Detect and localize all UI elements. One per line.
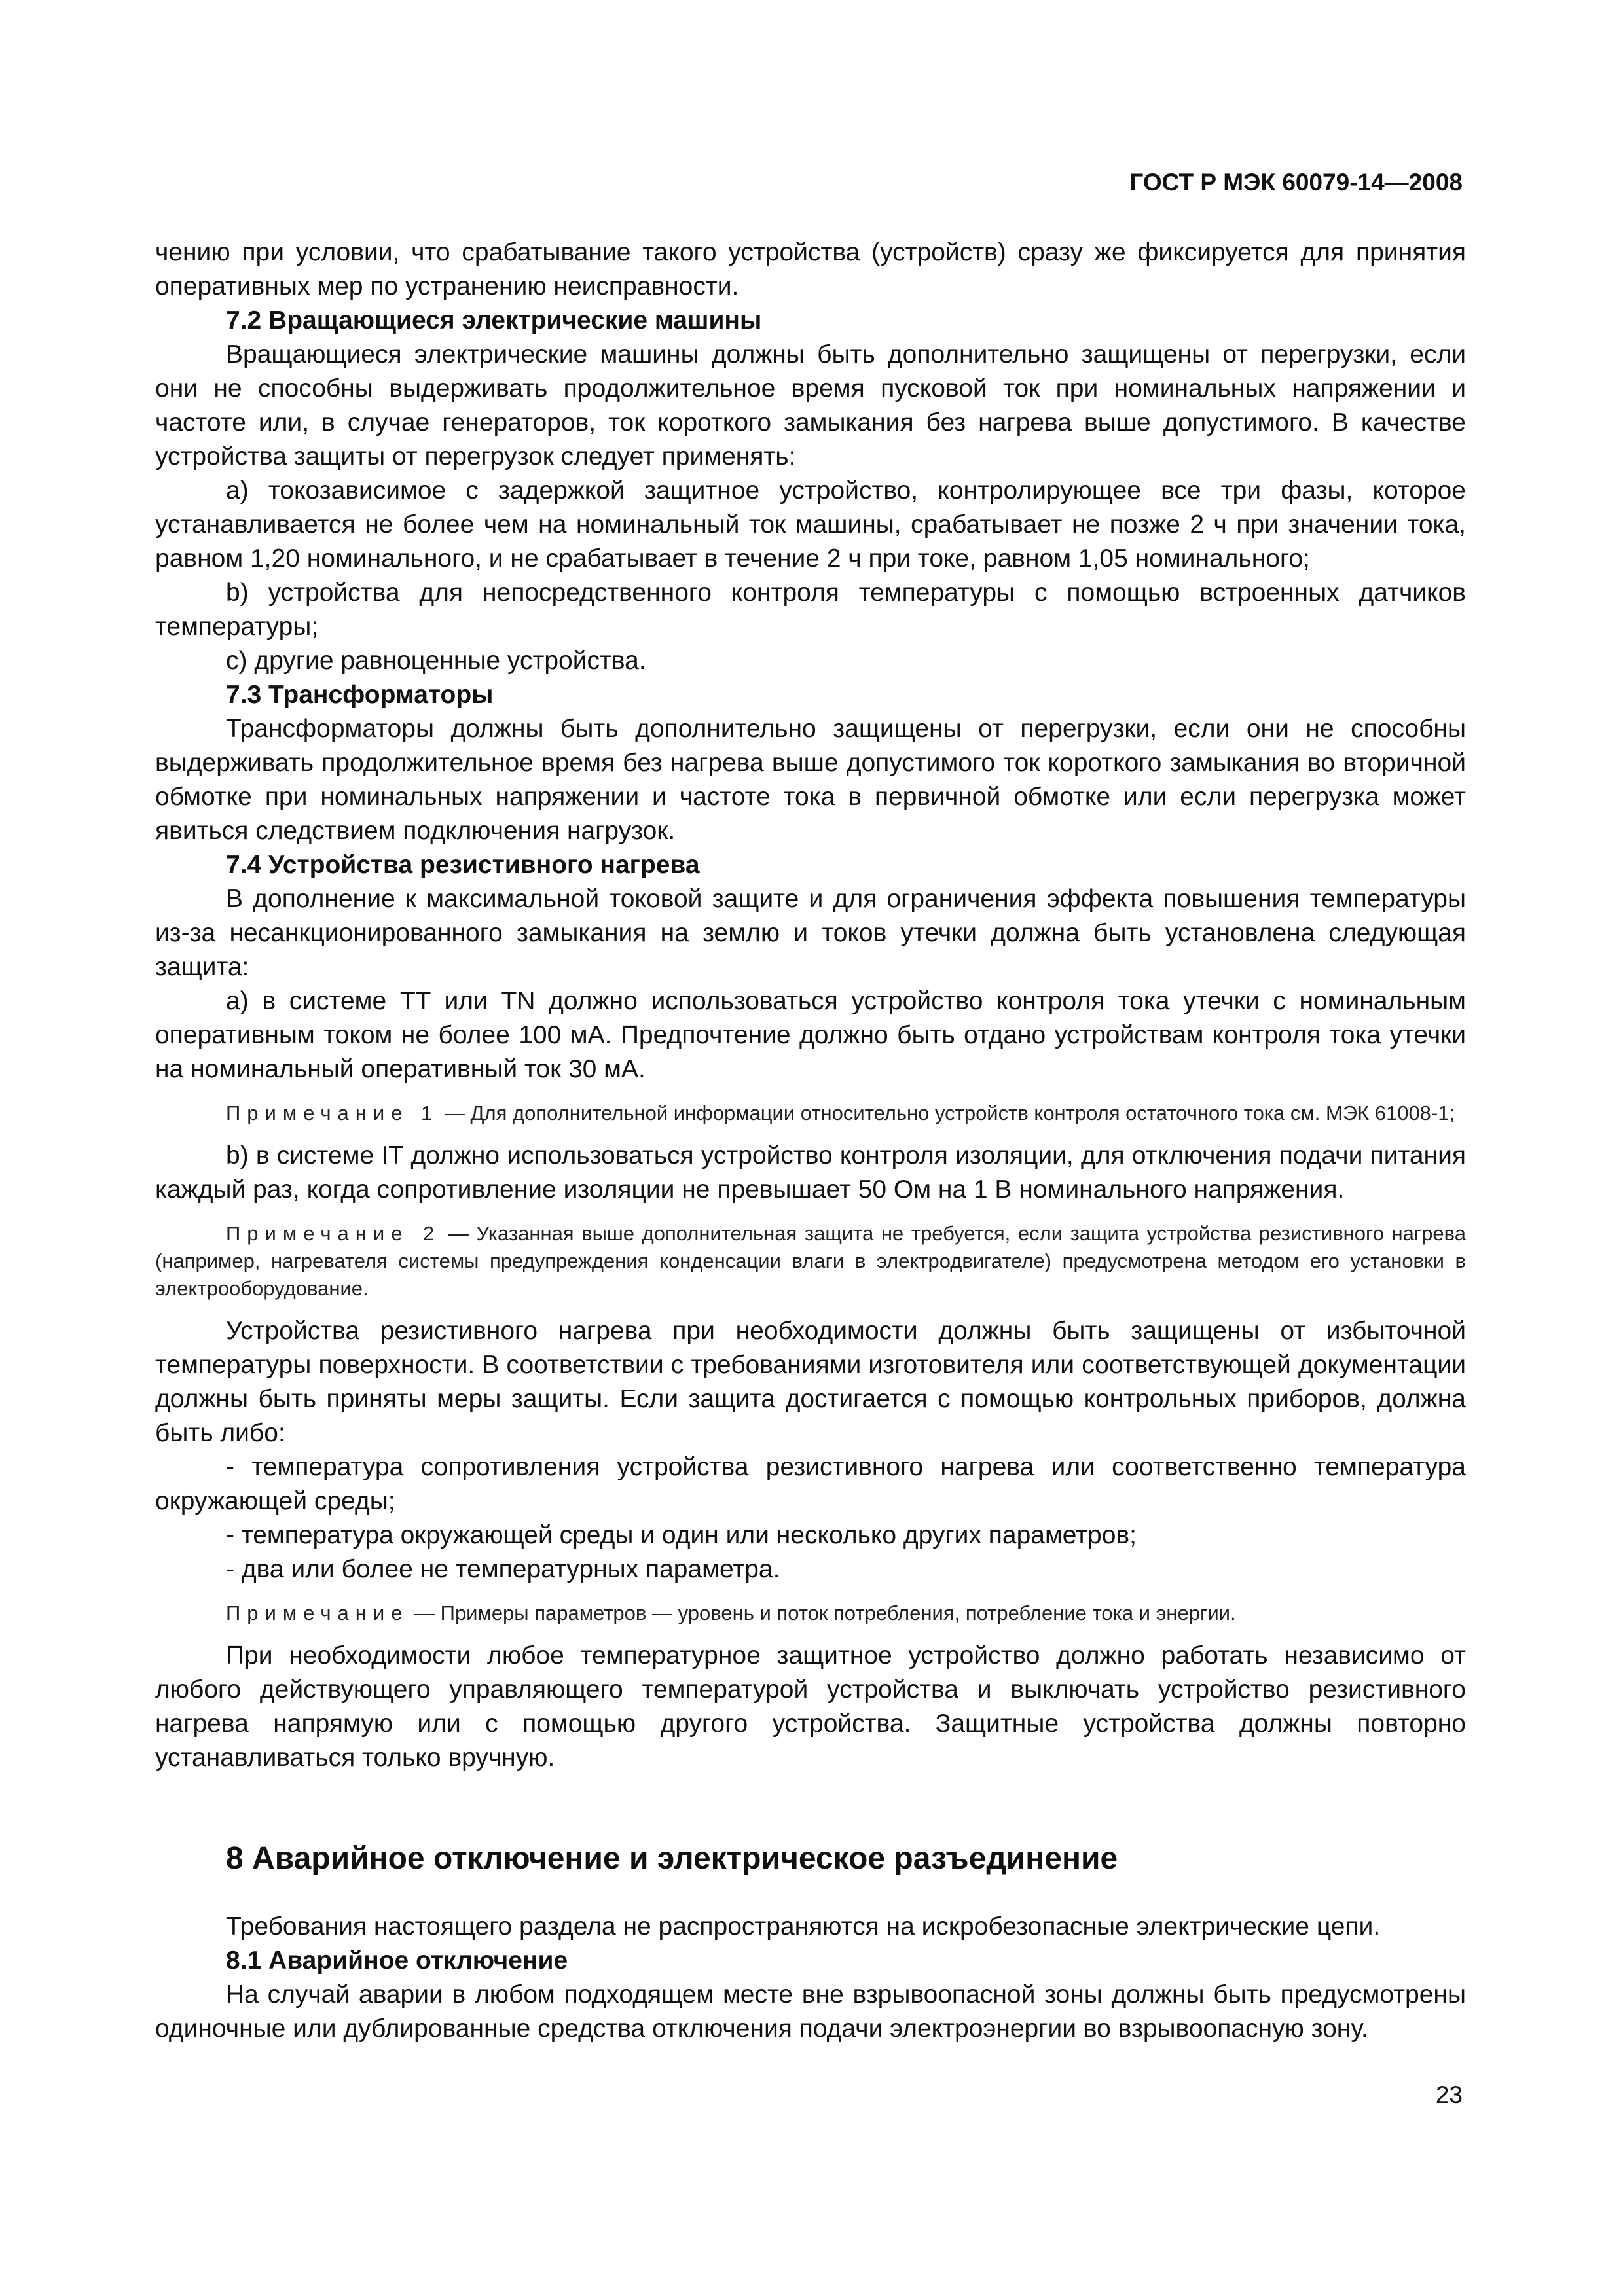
paragraph-8: Требования настоящего раздела не распространяются на искробезопасные электрические цепи. xyxy=(226,1912,1381,1941)
paragraph-7-2: Вращающиеся электрические машины должны быть дополнительно защищены от перегрузки, если они не способны выдерживать продолжительное время пусковой ток при номинальных напряжении и частоте или, в случае генераторов, ток короткого замыкания без нагрева выше допустимого. В качестве устройства защиты от перегрузок следует применять: xyxy=(155,340,1466,471)
paragraph-7-4-protection: Устройства резистивного нагрева при необходимости должны быть защищены от избыточной температуры поверхности. В соответствии с требованиями изготовителя или соответствующей документации должны быть приняты меры защиты. Если защита достигается с помощью контрольных приборов, должна быть либо: xyxy=(155,1317,1466,1447)
paragraph-7-4: В дополнение к максимальной токовой защите и для ограничения эффекта повышения температуры из-за несанкционированного замыкания на землю и токов утечки должна быть установлена следующая защита: xyxy=(155,885,1466,981)
dash-item-3: - два или более не температурных параметра. xyxy=(226,1555,780,1583)
note-2 xyxy=(155,1220,1466,1302)
page-number: 23 xyxy=(1435,2081,1463,2108)
note-2-label: Примечание 2 xyxy=(226,1222,441,1245)
dash-item-2: - температура окружающей среды и один или несколько других параметров; xyxy=(226,1521,1137,1549)
note-1-label: Примечание 1 xyxy=(226,1102,439,1124)
heading-7-4: 7.4 Устройства резистивного нагрева xyxy=(226,851,700,879)
list-item-7-4-a: a) в системе TT или TN должно использоваться устройство контроля тока утечки с номинальным оперативным током не более 100 мА. Предпочтение должно быть отдано устройствам контроля тока утечки на номинальный оперативный ток 30 мА. xyxy=(155,987,1466,1083)
note-3 xyxy=(155,1600,1466,1627)
list-item-7-2-a: a) токозависимое с задержкой защитное устройство, контролирующее все три фазы, которое устанавливается не более чем на номинальный ток машины, срабатывает не позже 2 ч при значении тока, равном 1,20 номинального, и не срабатывает в течение 2 ч при токе, равном 1,05 номинального; xyxy=(155,476,1466,573)
heading-7-3: 7.3 Трансформаторы xyxy=(226,681,494,709)
note-2-text: — Указанная выше дополнительная защита не требуется, если защита устройства резистивного нагрева (например, нагревателя системы предупреждения конденсации влаги в электродвигателе) предусмотрена методом его установки в электрооборудование. xyxy=(155,1222,1466,1300)
list-item-7-2-b: b) устройства для непосредственного контроля температуры с помощью встроенных датчиков температуры; xyxy=(155,579,1466,641)
document-body xyxy=(155,236,1466,1775)
paragraph-continuation: чению при условии, что срабатывание такого устройства (устройств) сразу же фиксируется для принятия оперативных мер по устранению неисправности. xyxy=(155,238,1466,300)
list-item-7-2-c: c) другие равноценные устройства. xyxy=(226,647,646,675)
paragraph-7-3: Трансформаторы должны быть дополнительно защищены от перегрузки, если они не способны выдерживать продолжительное время без нагрева выше допустимого ток короткого замыкания во вторичной обмотке при номинальных напряжении и частоте тока в первичной обмотке или если перегрузка может явиться следствием подключения нагрузок. xyxy=(155,715,1466,845)
list-item-7-4-b: b) в системе IT должно использоваться устройство контроля изоляции, для отключения подачи питания каждый раз, когда сопротивление изоляции не превышает 50 Ом на 1 В номинального напряжения. xyxy=(155,1141,1466,1204)
heading-7-2: 7.2 Вращающиеся электрические машины xyxy=(226,306,762,334)
note-1 xyxy=(155,1100,1466,1127)
note-3-label: Примечание xyxy=(226,1602,409,1624)
section-8-heading: 8 Аварийное отключение и электрическое разъединение xyxy=(226,1841,1118,1876)
document-standard-id: ГОСТ Р МЭК 60079-14—2008 xyxy=(1129,169,1463,196)
heading-8-1: 8.1 Аварийное отключение xyxy=(226,1946,568,1975)
dash-item-1: - температура сопротивления устройства резистивного нагрева или соответственно температура окружающей среды; xyxy=(155,1453,1466,1515)
paragraph-8-1: На случай аварии в любом подходящем месте вне взрывоопасной зоны должны быть предусмотрены одиночные или дублированные средства отключения подачи электроэнергии во взрывоопасную зону. xyxy=(155,1981,1466,2043)
section-8-body xyxy=(155,1910,1466,2046)
paragraph-7-4-devices: При необходимости любое температурное защитное устройство должно работать независимо от любого действующего управляющего температурой устройства и выключать устройство резистивного нагрева напрямую или с помощью другого устройства. Защитные устройства должны повторно устанавливаться только вручную. xyxy=(155,1641,1466,1772)
note-3-text: — Примеры параметров — уровень и поток потребления, потребление тока и энергии. xyxy=(409,1602,1236,1624)
note-1-text: — Для дополнительной информации относительно устройств контроля остаточного тока см. МЭК 61008-1; xyxy=(439,1102,1455,1124)
